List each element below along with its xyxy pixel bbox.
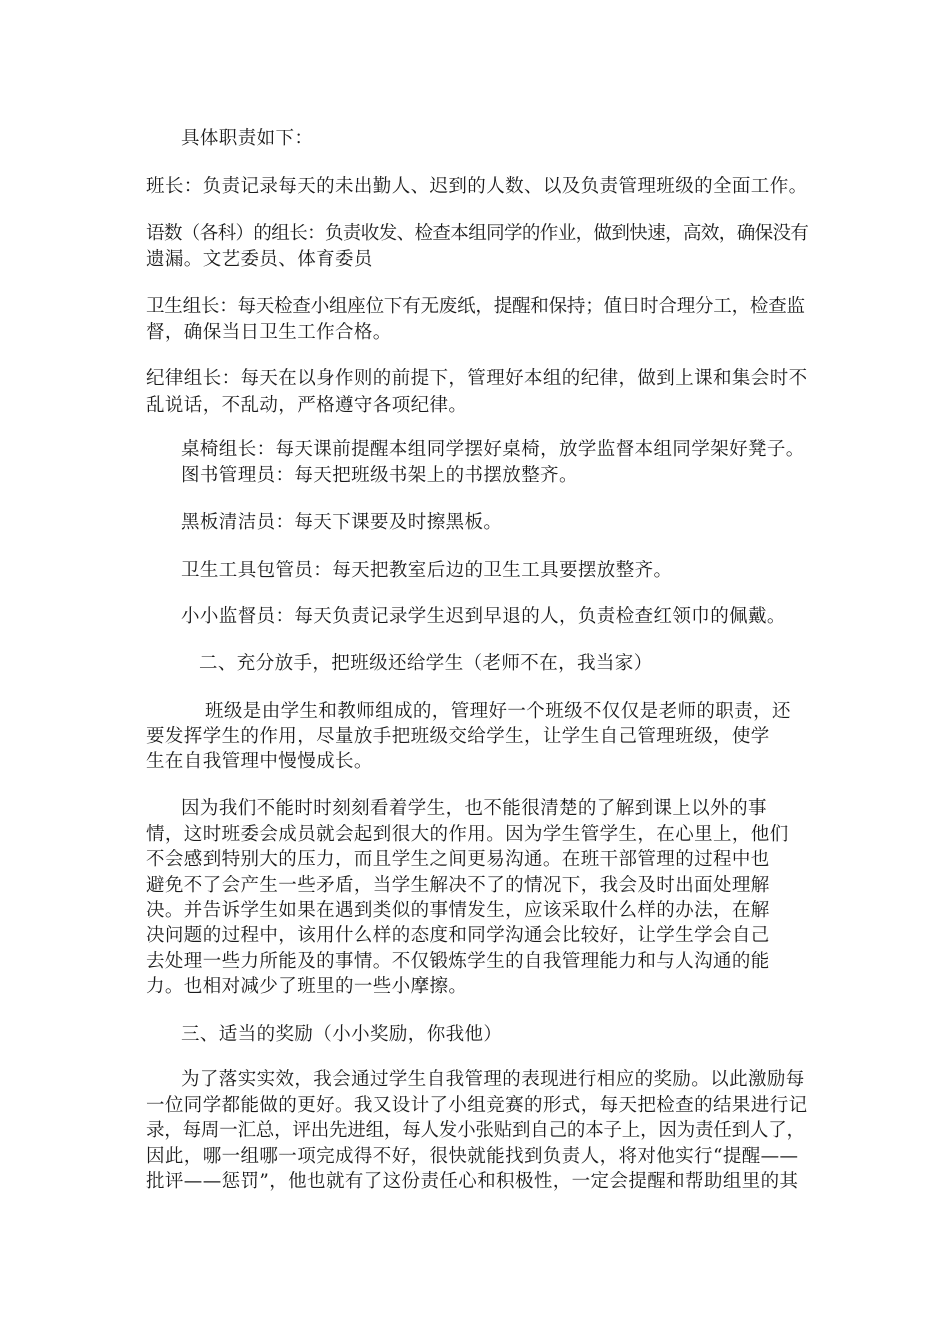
paragraph-line: 班级是由学生和教师组成的，管理好一个班级不仅仅是老师的职责，还 (205, 701, 791, 722)
text-line-discipline-leader-cont: 乱说话，不乱动，严格遵守各项纪律。 (146, 395, 468, 416)
paragraph-line: 要发挥学生的作用，尽量放手把班级交给学生，让学生自己管理班级，使学 (146, 726, 770, 747)
paragraph-line: 决问题的过程中，该用什么样的态度和同学沟通会比较好，让学生学会自己 (146, 925, 770, 946)
text-line-subject-leader: 语数（各科）的组长：负责收发、检查本组同学的作业，做到快速，高效，确保没有 (146, 223, 809, 244)
paragraph-line: 为了落实实效，我会通过学生自我管理的表现进行相应的奖励。以此激励每 (181, 1069, 805, 1090)
text-line-blackboard-cleaner: 黑板清洁员：每天下课要及时擦黑板。 (181, 512, 503, 533)
section-heading-2: 二、充分放手，把班级还给学生（老师不在，我当家） (199, 653, 653, 674)
paragraph-line: 因为我们不能时时刻刻看着学生，也不能很清楚的了解到课上以外的事 (181, 798, 767, 819)
text-line-tools-keeper: 卫生工具包管员：每天把教室后边的卫生工具要摆放整齐。 (181, 560, 673, 581)
paragraph-line: 决。并告诉学生如果在遇到类似的事情发生，应该采取什么样的办法，在解 (146, 900, 770, 921)
paragraph-line: 情，这时班委会成员就会起到很大的作用。因为学生管学生，在心里上，他们 (146, 824, 789, 845)
paragraph-line: 避免不了会产生一些矛盾，当学生解决不了的情况下，我会及时出面处理解 (146, 875, 770, 896)
text-line-monitor: 班长：负责记录每天的未出勤人、迟到的人数、以及负责管理班级的全面工作。 (146, 176, 808, 197)
paragraph-line: 一位同学都能做的更好。我又设计了小组竞赛的形式，每天把检查的结果进行记 (146, 1095, 808, 1116)
paragraph-line: 不会感到特别大的压力，而且学生之间更易沟通。在班干部管理的过程中也 (146, 849, 770, 870)
text-line-discipline-leader: 纪律组长：每天在以身作则的前提下，管理好本组的纪律，做到上课和集会时不 (146, 368, 808, 389)
paragraph-line: 生在自我管理中慢慢成长。 (146, 751, 373, 772)
section-heading-3: 三、适当的奖励（小小奖励，你我他） (181, 1024, 503, 1045)
text-line-desk-leader: 桌椅组长：每天课前提醒本组同学摆好桌椅，放学监督本组同学架好凳子。 (181, 439, 805, 460)
paragraph-line: 力。也相对减少了班里的一些小摩擦。 (146, 976, 468, 997)
text-line-hygiene-leader-cont: 督，确保当日卫生工作合格。 (146, 322, 392, 343)
text-line-supervisor: 小小监督员：每天负责记录学生迟到早退的人，负责检查红领巾的佩戴。 (181, 606, 786, 627)
paragraph-line: 批评——惩罚”，他也就有了这份责任心和积极性，一定会提醒和帮助组里的其 (146, 1171, 799, 1192)
text-line-duties-intro: 具体职责如下： (181, 128, 314, 149)
paragraph-line: 去处理一些力所能及的事情。不仅锻炼学生的自我管理能力和与人沟通的能 (146, 951, 770, 972)
text-line-librarian: 图书管理员：每天把班级书架上的书摆放整齐。 (181, 465, 578, 486)
text-line-subject-leader-cont: 遗漏。文艺委员、体育委员 (146, 249, 373, 270)
paragraph-line: 因此，哪一组哪一项完成得不好，很快就能找到负责人，将对他实行“提醒—— (146, 1146, 799, 1167)
paragraph-line: 录，每周一汇总，评出先进组，每人发小张贴到自己的本子上，因为责任到人了， (146, 1120, 805, 1141)
text-line-hygiene-leader: 卫生组长：每天检查小组座位下有无废纸，提醒和保持；值日时合理分工，检查监 (146, 296, 805, 317)
